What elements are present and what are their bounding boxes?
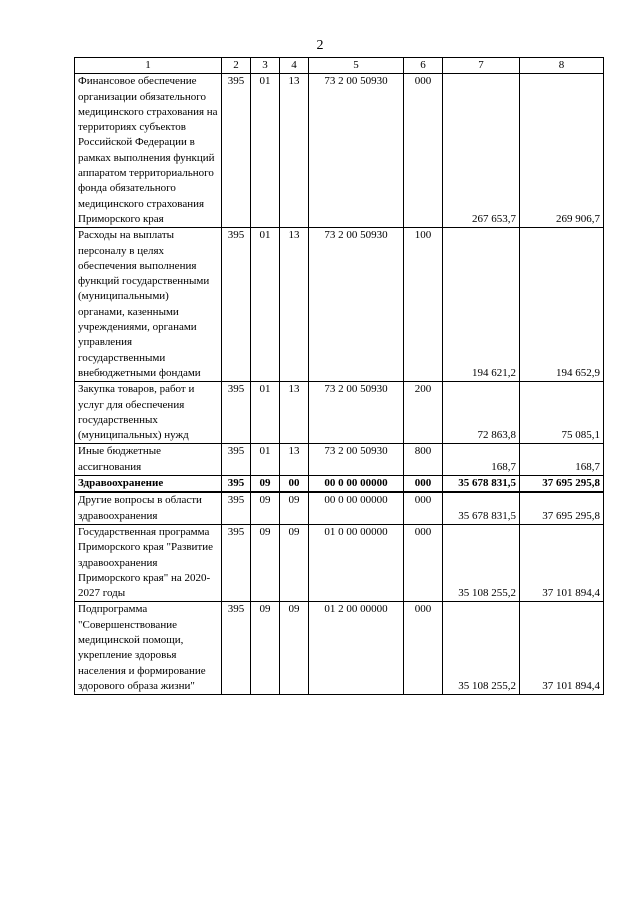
row-code-6: 000 [404,74,443,228]
row-code-4: 13 [280,74,309,228]
row-code-5: 00 0 00 00000 [309,492,404,524]
row-code-5: 01 0 00 00000 [309,524,404,601]
row-description: Подпрограмма "Совершенствование медицинской помощи, укрепление здоровья населения и формирование здорового образа жизни" [75,602,222,695]
row-amount-8: 37 101 894,4 [520,524,604,601]
row-code-4: 13 [280,382,309,444]
table-row [75,228,604,382]
row-code-5: 01 2 00 00000 [309,602,404,695]
row-code-3: 01 [251,74,280,228]
row-code-5: 73 2 00 50930 [309,228,404,382]
row-code-4: 09 [280,492,309,524]
row-code-3: 01 [251,228,280,382]
row-code-3: 09 [251,524,280,601]
row-description: Закупка товаров, работ и услуг для обеспечения государственных (муниципальных) нужд [75,382,222,444]
table-row [75,492,604,524]
row-amount-7: 194 621,2 [443,228,520,382]
row-amount-8: 269 906,7 [520,74,604,228]
row-code-6: 000 [404,602,443,695]
budget-table [74,57,604,695]
row-code-6: 000 [404,476,443,493]
row-code-3: 09 [251,492,280,524]
row-amount-7: 35 108 255,2 [443,524,520,601]
row-amount-8: 37 695 295,8 [520,492,604,524]
table-row [75,74,604,228]
row-description: Здравоохранение [75,476,222,493]
row-code-2: 395 [222,228,251,382]
row-code-2: 395 [222,444,251,476]
row-amount-7: 35 108 255,2 [443,602,520,695]
row-description: Расходы на выплаты персоналу в целях обеспечения выполнения функций государственными (муниципальными) органами, казенными учреждениями, органами управления государственными внебюджетными фондами [75,228,222,382]
table-header-row [75,58,604,74]
row-amount-8: 75 085,1 [520,382,604,444]
row-code-2: 395 [222,602,251,695]
header-cell: 3 [251,58,280,74]
row-amount-8: 37 695 295,8 [520,476,604,493]
row-code-6: 100 [404,228,443,382]
row-description: Другие вопросы в области здравоохранения [75,492,222,524]
row-code-5: 00 0 00 00000 [309,476,404,493]
row-code-6: 000 [404,524,443,601]
table-row-section-total [75,476,604,493]
row-code-2: 395 [222,524,251,601]
header-cell: 5 [309,58,404,74]
header-cell: 1 [75,58,222,74]
row-description: Финансовое обеспечение организации обязательного медицинского страхования на территориях субъектов Российской Федерации в рамках выполнения функций аппаратом территориального фонда обязательного медицинского страхования Приморского края [75,74,222,228]
row-description: Государственная программа Приморского края "Развитие здравоохранения Приморского края" на 2020-2027 годы [75,524,222,601]
row-code-5: 73 2 00 50930 [309,74,404,228]
table-row [75,524,604,601]
row-code-5: 73 2 00 50930 [309,444,404,476]
row-amount-7: 168,7 [443,444,520,476]
row-amount-7: 35 678 831,5 [443,492,520,524]
row-code-2: 395 [222,476,251,493]
row-code-5: 73 2 00 50930 [309,382,404,444]
table-row [75,382,604,444]
row-code-4: 09 [280,602,309,695]
row-code-6: 000 [404,492,443,524]
header-cell: 2 [222,58,251,74]
header-cell: 8 [520,58,604,74]
header-cell: 6 [404,58,443,74]
row-code-3: 09 [251,602,280,695]
row-code-6: 800 [404,444,443,476]
row-amount-7: 72 863,8 [443,382,520,444]
table-row [75,444,604,476]
row-code-3: 01 [251,444,280,476]
header-cell: 4 [280,58,309,74]
row-amount-8: 37 101 894,4 [520,602,604,695]
row-code-3: 09 [251,476,280,493]
row-code-4: 13 [280,228,309,382]
row-description: Иные бюджетные ассигнования [75,444,222,476]
table-row [75,602,604,695]
row-code-6: 200 [404,382,443,444]
page-number: 2 [316,38,324,53]
row-amount-8: 168,7 [520,444,604,476]
row-code-2: 395 [222,382,251,444]
row-amount-8: 194 652,9 [520,228,604,382]
row-code-2: 395 [222,492,251,524]
row-amount-7: 35 678 831,5 [443,476,520,493]
row-code-4: 09 [280,524,309,601]
row-code-3: 01 [251,382,280,444]
row-code-4: 00 [280,476,309,493]
row-amount-7: 267 653,7 [443,74,520,228]
row-code-4: 13 [280,444,309,476]
row-code-2: 395 [222,74,251,228]
header-cell: 7 [443,58,520,74]
